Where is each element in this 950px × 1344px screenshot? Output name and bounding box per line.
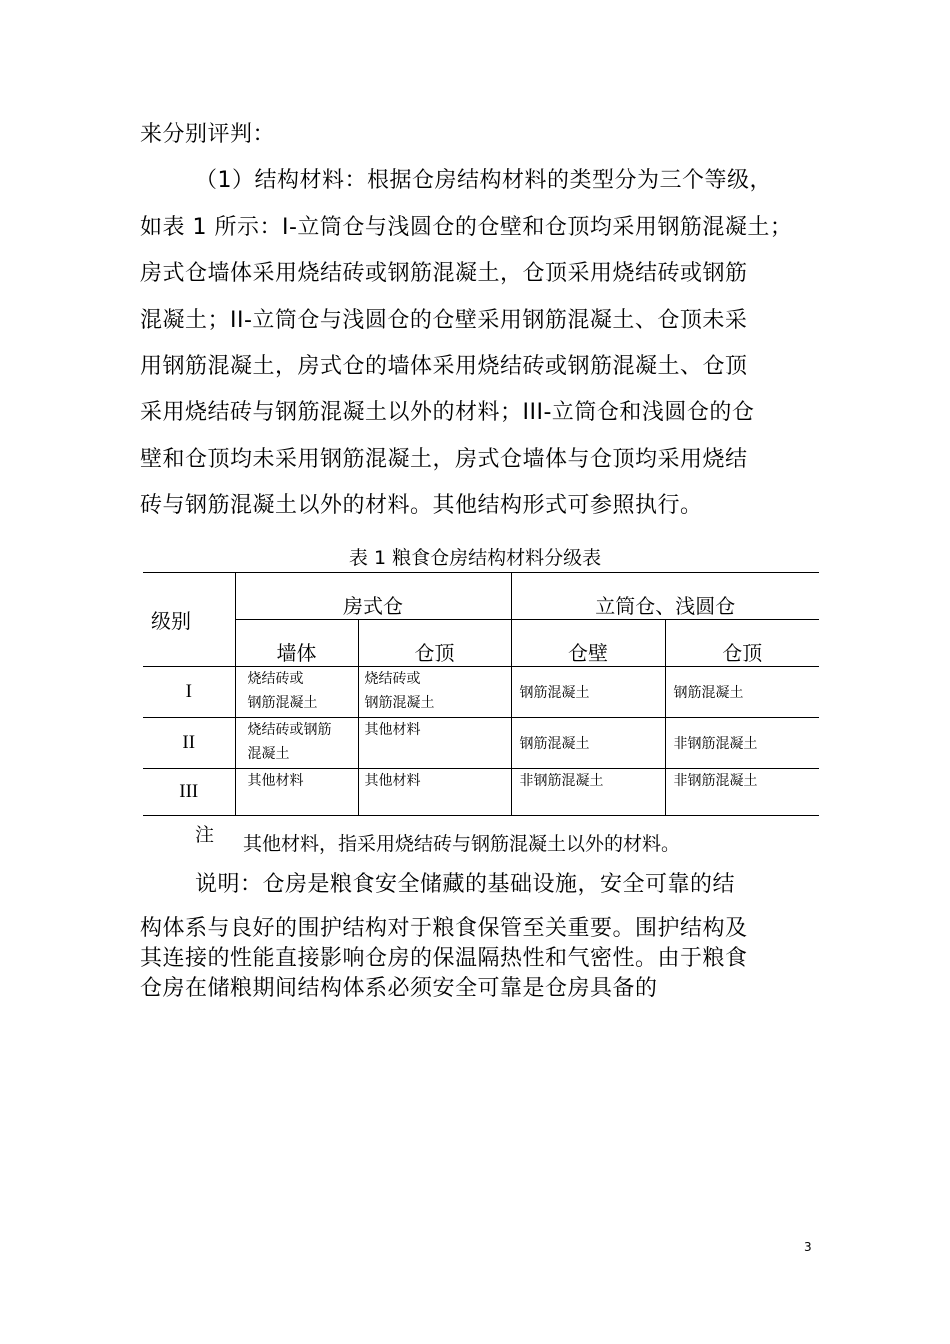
table-row bbox=[143, 667, 819, 718]
table-caption: 表 1 粮食仓房结构材料分级表 bbox=[348, 547, 602, 569]
material-grade-table bbox=[143, 572, 819, 816]
paragraph-line: 砖与钢筋混凝土以外的材料。其他结构形式可参照执行。 bbox=[140, 493, 703, 518]
level-cell: II bbox=[143, 718, 235, 769]
note-mark: 注 bbox=[195, 824, 215, 846]
note-text: 其他材料，指采用烧结砖与钢筋混凝土以外的材料。 bbox=[243, 833, 681, 855]
sub-header-silo-wall: 仓壁 bbox=[511, 620, 665, 667]
silo-roof-cell: 非钢筋混凝土 bbox=[665, 718, 819, 769]
level-header: 级别 bbox=[143, 573, 235, 667]
silo-wall-cell: 非钢筋混凝土 bbox=[511, 769, 665, 816]
table-row bbox=[143, 769, 819, 816]
paragraph-line: 如表 1 所示：I-立筒仓与浅圆仓的仓壁和仓顶均采用钢筋混凝土； bbox=[140, 215, 793, 240]
roof-cell: 其他材料 bbox=[358, 718, 511, 769]
silo-roof-cell: 钢筋混凝土 bbox=[665, 667, 819, 718]
explanation-line: 构体系与良好的围护结构对于粮食保管至关重要。围护结构及 bbox=[140, 916, 748, 941]
explanation-line: 仓房在储粮期间结构体系必须安全可靠是仓房具备的 bbox=[140, 976, 658, 1001]
sub-header-wall: 墙体 bbox=[235, 620, 358, 667]
explanation-line: 其连接的性能直接影响仓房的保温隔热性和气密性。由于粮食 bbox=[140, 946, 748, 971]
silo-roof-cell: 非钢筋混凝土 bbox=[665, 769, 819, 816]
level-cell: I bbox=[143, 667, 235, 718]
roof-cell: 其他材料 bbox=[358, 769, 511, 816]
wall-cell: 烧结砖或 钢筋混凝土 bbox=[235, 667, 358, 718]
sub-header-roof: 仓顶 bbox=[358, 620, 511, 667]
table-row bbox=[143, 718, 819, 769]
group-header-warehouse: 房式仓 bbox=[235, 573, 511, 620]
paragraph-line: 用钢筋混凝土，房式仓的墙体采用烧结砖或钢筋混凝土、仓顶 bbox=[140, 354, 748, 379]
wall-cell: 其他材料 bbox=[235, 769, 358, 816]
roof-cell: 烧结砖或 钢筋混凝土 bbox=[358, 667, 511, 718]
paragraph-line: 房式仓墙体采用烧结砖或钢筋混凝土，仓顶采用烧结砖或钢筋 bbox=[140, 261, 748, 286]
level-cell: III bbox=[143, 769, 235, 816]
explanation-line: 说明：仓房是粮食安全储藏的基础设施，安全可靠的结 bbox=[195, 872, 736, 897]
paragraph-line: 混凝土；II-立筒仓与浅圆仓的仓壁采用钢筋混凝土、仓顶未采 bbox=[140, 308, 748, 333]
silo-wall-cell: 钢筋混凝土 bbox=[511, 718, 665, 769]
paragraph-line: 采用烧结砖与钢筋混凝土以外的材料；III-立筒仓和浅圆仓的仓 bbox=[140, 400, 755, 425]
group-header-silo: 立筒仓、浅圆仓 bbox=[511, 573, 819, 620]
page-number: 3 bbox=[804, 1240, 812, 1254]
wall-cell: 烧结砖或钢筋 混凝土 bbox=[235, 718, 358, 769]
paragraph-line: 来分别评判： bbox=[140, 122, 276, 147]
sub-header-silo-roof: 仓顶 bbox=[665, 620, 819, 667]
paragraph-line: 壁和仓顶均未采用钢筋混凝土，房式仓墙体与仓顶均采用烧结 bbox=[140, 447, 748, 472]
paragraph-line: （1）结构材料：根据仓房结构材料的类型分为三个等级， bbox=[195, 168, 772, 193]
silo-wall-cell: 钢筋混凝土 bbox=[511, 667, 665, 718]
